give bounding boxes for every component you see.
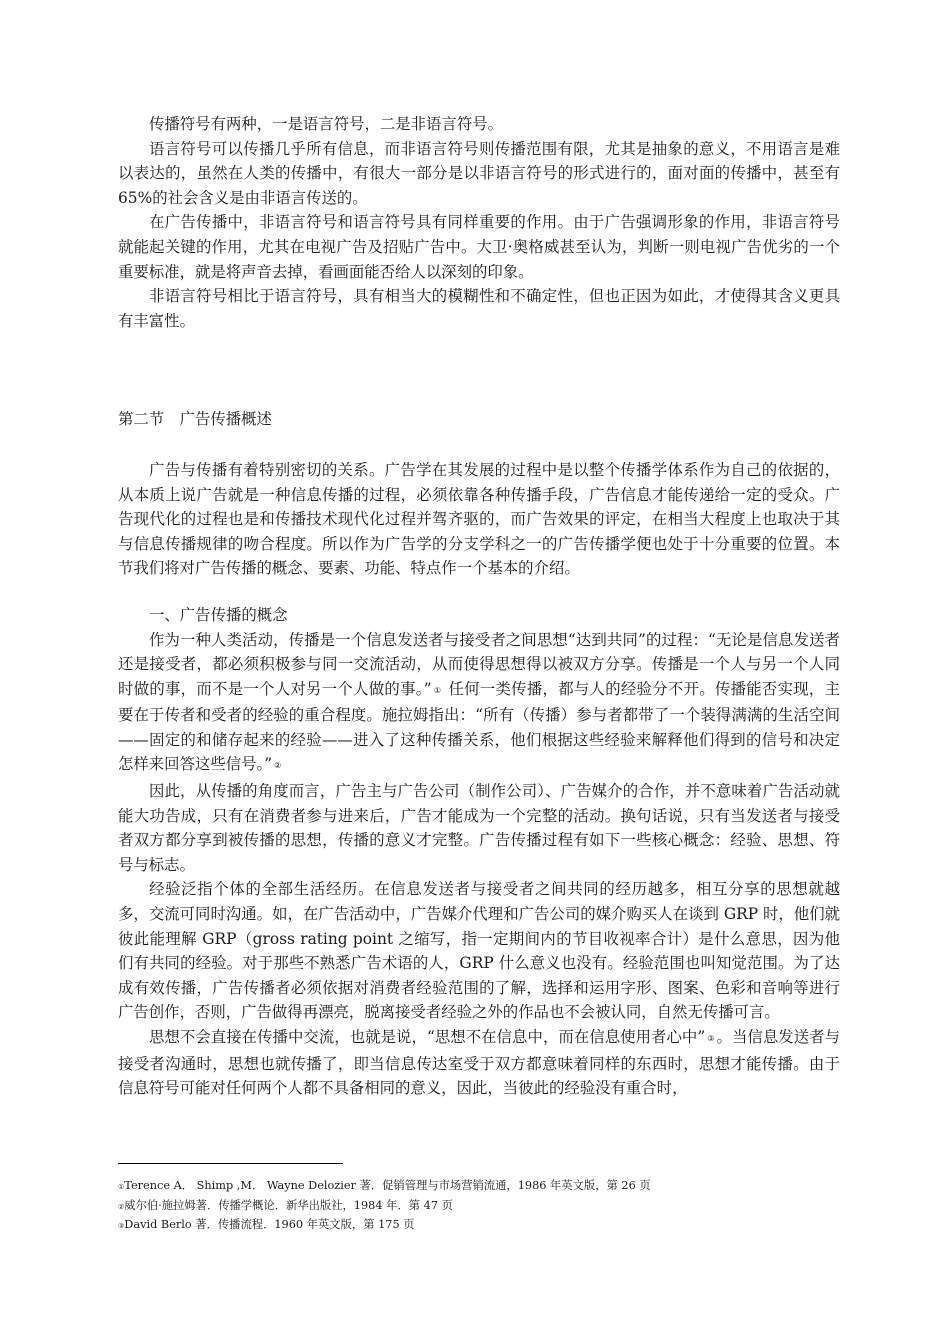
footnote-1 [118,1177,840,1197]
paragraph-participation: 因此，从传播的角度而言，广告主与广告公司（制作公司）、广告媒介的合作，并不意味着广告活动就能大功告成，只有在消费者参与进来后，广告才能成为一个完整的活动。换句话说，只有当发送者与接受者双方都分享到被传播的思想，传播的意义才完整。广告传播过程有如下一些核心概念：经验、思想、符号与标志。 [118,782,840,874]
footnote-text: Terence A． Shimp ,M． Wayne Delozier 著．促销管理与市场营销流通，1986 年英文版，第 26 页 [124,1179,651,1192]
footnote-ref-3[interactable]: ③ [707,1034,715,1043]
text-segment: 。当信息发送者与接受者沟通时，思想也就传播了，即当信息传达室受于双方都意味着同样的东西时，思想才能传播。由于信息符号可能对任何两个人都不具备相同的意义，因此，当彼此的经验没有重合时， [118,1028,840,1098]
subheading-concept: 一、广告传播的概念 [149,605,288,624]
footnote-mark: ① [118,1183,125,1191]
footnotes [118,1177,840,1236]
footnote-3 [118,1216,840,1236]
footnote-text: David Berlo 著．传播流程．1960 年英文版，第 175 页 [124,1218,415,1231]
footnote-ref-1[interactable]: ① [433,685,442,695]
footnote-mark: ③ [118,1222,125,1230]
footnote-2 [118,1197,840,1217]
paragraph-nonverbal-ambiguity: 非语言符号相比于语言符号，具有相当大的模糊性和不确定性，但也正因为如此，才使得其含义更具有丰富性。 [118,287,840,330]
footnote-divider [118,1163,343,1164]
document-body [118,112,840,1101]
paragraph-thought [118,1025,840,1101]
paragraph-concept-definition [118,628,840,780]
text-segment: 思想不会直接在传播中交流，也就是说，“思想不在信息中，而在信息使用者心中” [149,1028,706,1046]
paragraph-symbol-types: 传播符号有两种，一是语言符号，二是非语言符号。 [149,115,503,133]
text-segment: 任何一类传播，都与人的经验分不开。传播能否实现，主要在于传者和受者的经验的重合程度。施拉姆指出：“所有（传播）参与者都带了一个装得满满的生活空间——固定的和储存起来的经验——进入了这种传播关系，他们根据这些经验来解释他们得到的信号和决定怎样来回答这些信号。” [118,679,840,774]
paragraph-experience: 经验泛指个体的全部生活经历。在信息发送者与接受者之间共同的经历越多，相互分享的思想就越多，交流可同时沟通。如，在广告活动中，广告媒介代理和广告公司的媒介购买人在谈到 GRP 时，他们就彼此能理解 GRP（gross rating point 之缩写，指一定期间内的节目收视率合计）是什么意思，因为他们有共同的经验。对于那些不熟悉广告术语的人，GRP 什么意义也没有。经验范围也叫知觉范围。为了达成有效传播，广告传播者必须依据对消费者经验范围的了解，选择和运用字形、图案、色彩和音响等进行广告创作，否则，广告做得再漂亮，脱离接受者经验之外的作品也不会被认同，自然无传播可言。 [118,880,840,1022]
paragraph-ad-nonverbal: 在广告传播中，非语言符号和语言符号具有同样重要的作用。由于广告强调形象的作用，非语言符号就能起关键的作用，尤其在电视广告及招贴广告中。大卫·奥格威甚至认为，判断一则电视广告优劣的一个重要标准，就是将声音去掉，看画面能否给人以深刻的印象。 [118,213,840,281]
paragraph-language-symbols: 语言符号可以传播几乎所有信息，而非语言符号则传播范围有限，尤其是抽象的意义，不用语言是难以表达的，虽然在人类的传播中，有很大一部分是以非语言符号的形式进行的，面对面的传播中，甚至有 65%的社会含义是由非语言传送的。 [118,139,840,207]
footnote-ref-2[interactable]: ② [274,761,282,771]
footnote-mark: ② [118,1202,125,1211]
paragraph-section-intro: 广告与传播有着特别密切的关系。广告学在其发展的过程中是以整个传播学体系作为自己的依据的，从本质上说广告就是一种信息传播的过程，必须依靠各种传播手段，广告信息才能传递给一定的受众。广告现代化的过程也是和传播技术现代化过程并驾齐驱的，而广告效果的评定，在相当大程度上也取决于其与信息传播规律的吻合程度。所以作为广告学的分支学科之一的广告传播学便也处于十分重要的位置。本节我们将对广告传播的概念、要素、功能、特点作一个基本的介绍。 [118,460,840,578]
text-segment: 作为一种人类活动，传播是一个信息发送者与接受者之间思想“达到共同”的过程：“无论是信息发送者还是接受者，都必须积极参与同一交流活动，从而使得思想得以被双方分享。传播是一个人与另一个人同时做的事，而不是一个人对另一个人做的事。” [118,630,840,698]
footnote-text: 威尔伯·施拉姆著．传播学概论．新华出版社，1984 年．第 47 页 [124,1198,453,1212]
section-heading: 第二节 广告传播概述 [118,410,272,429]
